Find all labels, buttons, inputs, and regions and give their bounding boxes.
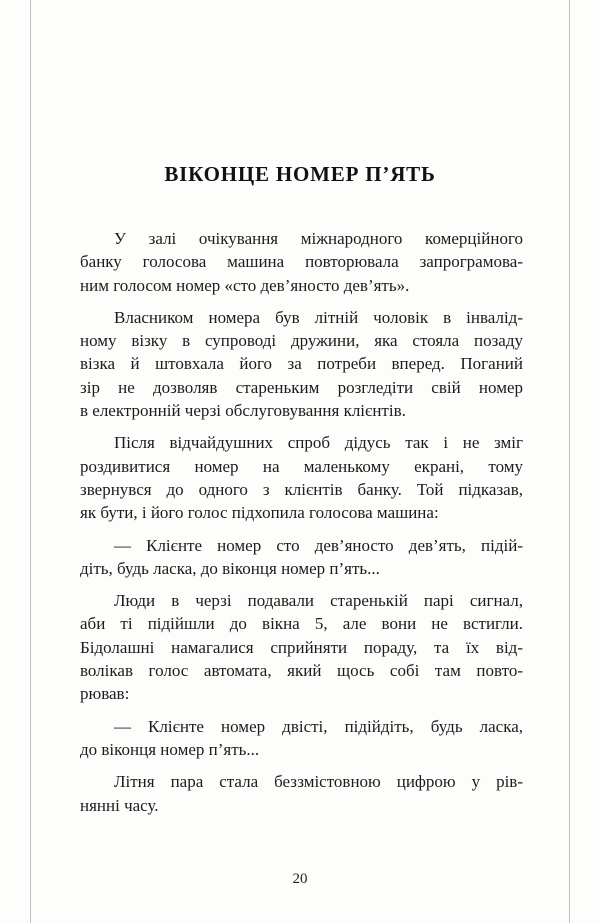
- text-line: банку голосова машина повторювала запрограмова-: [80, 252, 523, 272]
- text-line: візка й штовхала його за потреби вперед. Поганий: [80, 354, 523, 374]
- paragraph: [80, 534, 523, 581]
- text-line: У залі очікування міжнародного комерційного: [114, 229, 523, 248]
- text-line: Після відчайдушних спроб дідусь так і не зміг: [114, 433, 523, 453]
- body-text: [80, 227, 523, 826]
- paragraph: [80, 431, 523, 524]
- chapter-title: ВІКОНЦЕ НОМЕР П’ЯТЬ: [164, 162, 436, 186]
- text-line: ним голосом номер «сто дев’яносто дев’ять».: [80, 275, 410, 295]
- text-line: — Клієнте номер сто дев’яносто дев’ять, підій-: [114, 535, 523, 555]
- text-line: нянні часу.: [80, 795, 159, 815]
- text-line: зір не дозволяв стареньким розгледіти свій номер: [80, 377, 523, 397]
- text-line: як бути, і його голос підхопила голосова машина:: [80, 503, 439, 523]
- text-line: рював:: [80, 684, 130, 704]
- text-line: діть, будь ласка, до віконця номер п’ять...: [80, 558, 380, 578]
- paragraph: [80, 770, 523, 817]
- page-number: 20: [292, 871, 308, 887]
- paragraph: [80, 715, 523, 762]
- text-line: до віконця номер п’ять...: [80, 739, 260, 759]
- paragraph: [80, 306, 523, 422]
- text-line: Літня пара стала беззмістовною цифрою у рів-: [114, 772, 523, 792]
- text-line: — Клієнте номер двісті, підійдіть, будь ласка,: [114, 716, 523, 736]
- text-line: волікав голос автомата, який щось собі там повто-: [80, 661, 523, 681]
- text-line: в електронній черзі обслуговування клієнтів.: [80, 401, 406, 421]
- text-line: аби ті підійшли до вікна 5, але вони не встигли.: [80, 614, 523, 634]
- text-line: ному візку в супроводі дружини, яка стояла позаду: [80, 331, 523, 351]
- right-page-rule: [569, 0, 570, 923]
- left-page-rule: [30, 0, 31, 923]
- paragraph: [80, 227, 523, 297]
- text-line: звернувся до одного з клієнтів банку. Той підказав,: [80, 479, 523, 499]
- text-line: Власником номера був літній чоловік в інвалід-: [114, 307, 523, 327]
- paragraph: [80, 589, 523, 705]
- text-line: Люди в черзі подавали старенькій парі сигнал,: [114, 591, 523, 611]
- text-line: Бідолашні намагалися сприйняти пораду, та їх від-: [80, 637, 523, 657]
- text-line: роздивитися номер на маленькому екрані, тому: [80, 456, 523, 476]
